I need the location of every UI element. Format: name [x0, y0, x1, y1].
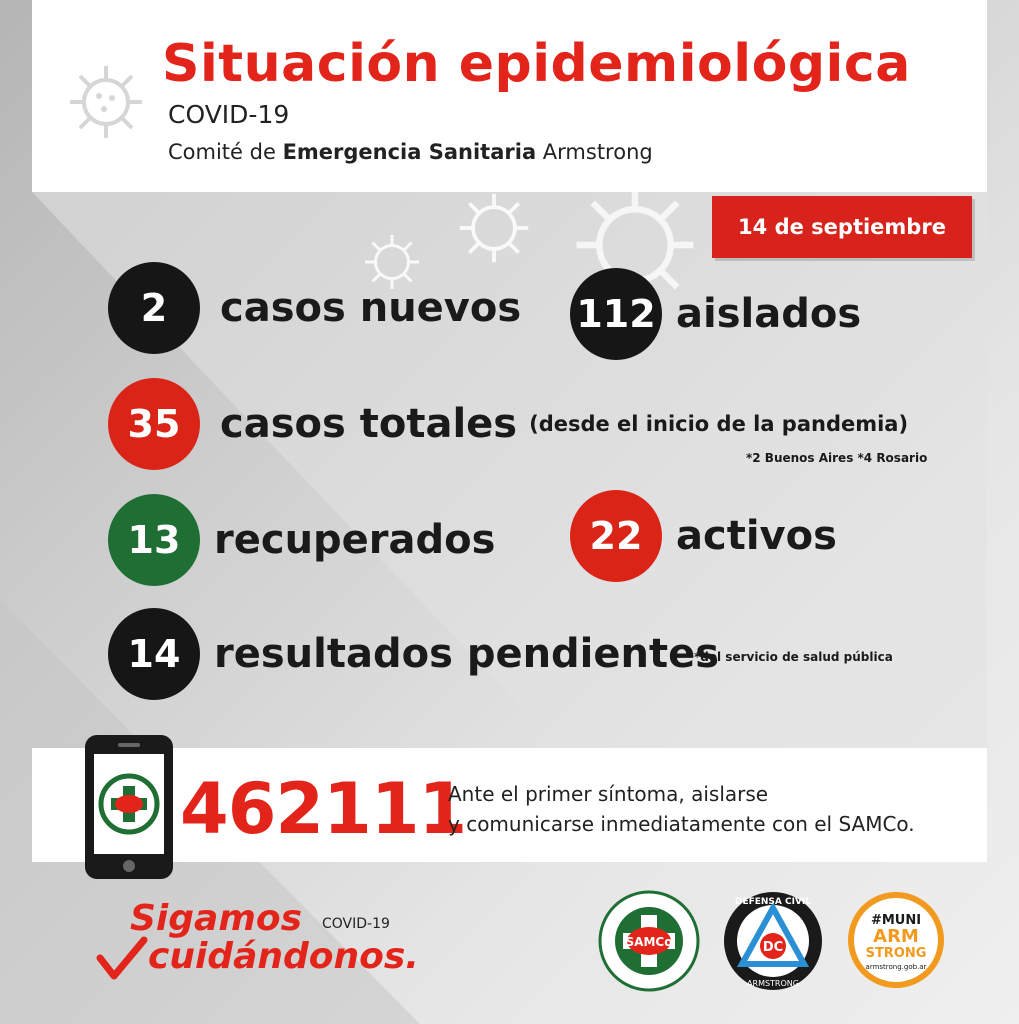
defensa-civil-logo: [722, 890, 824, 992]
slogan: [130, 900, 419, 976]
stat-casos-nuevos: [108, 262, 521, 354]
slogan-tag: COVID-19: [322, 916, 390, 932]
stat-recuperados: [108, 494, 495, 586]
date-badge: 14 de septiembre: [712, 196, 972, 258]
stat-value: 2: [108, 262, 200, 354]
svg-text:DC: DC: [762, 940, 784, 955]
stat-value: 14: [108, 608, 200, 700]
committee-prefix: Comité de: [168, 140, 283, 164]
phone-icon: [82, 732, 176, 882]
muni-armstrong-logo: [846, 890, 946, 990]
svg-text:ARMSTRONG: ARMSTRONG: [747, 979, 799, 988]
svg-text:ARM: ARM: [873, 926, 919, 947]
svg-text:SAMCo: SAMCo: [625, 935, 673, 949]
slogan-line-1: Sigamos: [130, 898, 303, 939]
stat-activos: [570, 490, 837, 582]
stat-resultados-pendientes: [108, 608, 719, 700]
page-title: Situación epidemiológica: [162, 34, 911, 94]
virus-icon: [66, 62, 146, 142]
stat-value: 112: [570, 268, 662, 360]
stat-footnote: *del servicio de salud pública: [694, 650, 893, 664]
contact-message: [448, 779, 915, 839]
stat-label: recuperados: [214, 517, 496, 563]
stat-value: 13: [108, 494, 200, 586]
stat-label: resultados pendientes: [214, 631, 720, 677]
contact-line-1: Ante el primer síntoma, aislarse: [448, 782, 769, 806]
committee-line: [168, 140, 653, 164]
virus-icon: [456, 190, 532, 266]
phone-number: 462111: [180, 768, 467, 850]
stat-aislados: [570, 268, 861, 360]
subtitle: COVID-19: [168, 100, 290, 129]
stat-label: activos: [676, 513, 837, 559]
committee-suffix: Armstrong: [536, 140, 653, 164]
stat-label: aislados: [676, 291, 862, 337]
svg-text:armstrong.gob.ar: armstrong.gob.ar: [865, 963, 927, 971]
samco-logo: [598, 890, 700, 992]
checkmark-icon: [96, 936, 148, 980]
stat-label: casos totales: [220, 401, 518, 447]
stat-value: 22: [570, 490, 662, 582]
slogan-line-2: cuidándonos.: [148, 936, 419, 977]
stat-value: 35: [108, 378, 200, 470]
stat-label: casos nuevos: [220, 285, 522, 331]
stat-note: (desde el inicio de la pandemia): [529, 412, 909, 436]
svg-text:#MUNI: #MUNI: [870, 913, 922, 928]
svg-text:DEFENSA CIVIL: DEFENSA CIVIL: [734, 897, 812, 907]
svg-text:STRONG: STRONG: [865, 946, 927, 961]
contact-line-2: y comunicarse inmediatamente con el SAMCo.: [448, 812, 915, 836]
committee-bold: Emergencia Sanitaria: [282, 140, 537, 164]
stat-footnote: *2 Buenos Aires *4 Rosario: [746, 451, 928, 465]
